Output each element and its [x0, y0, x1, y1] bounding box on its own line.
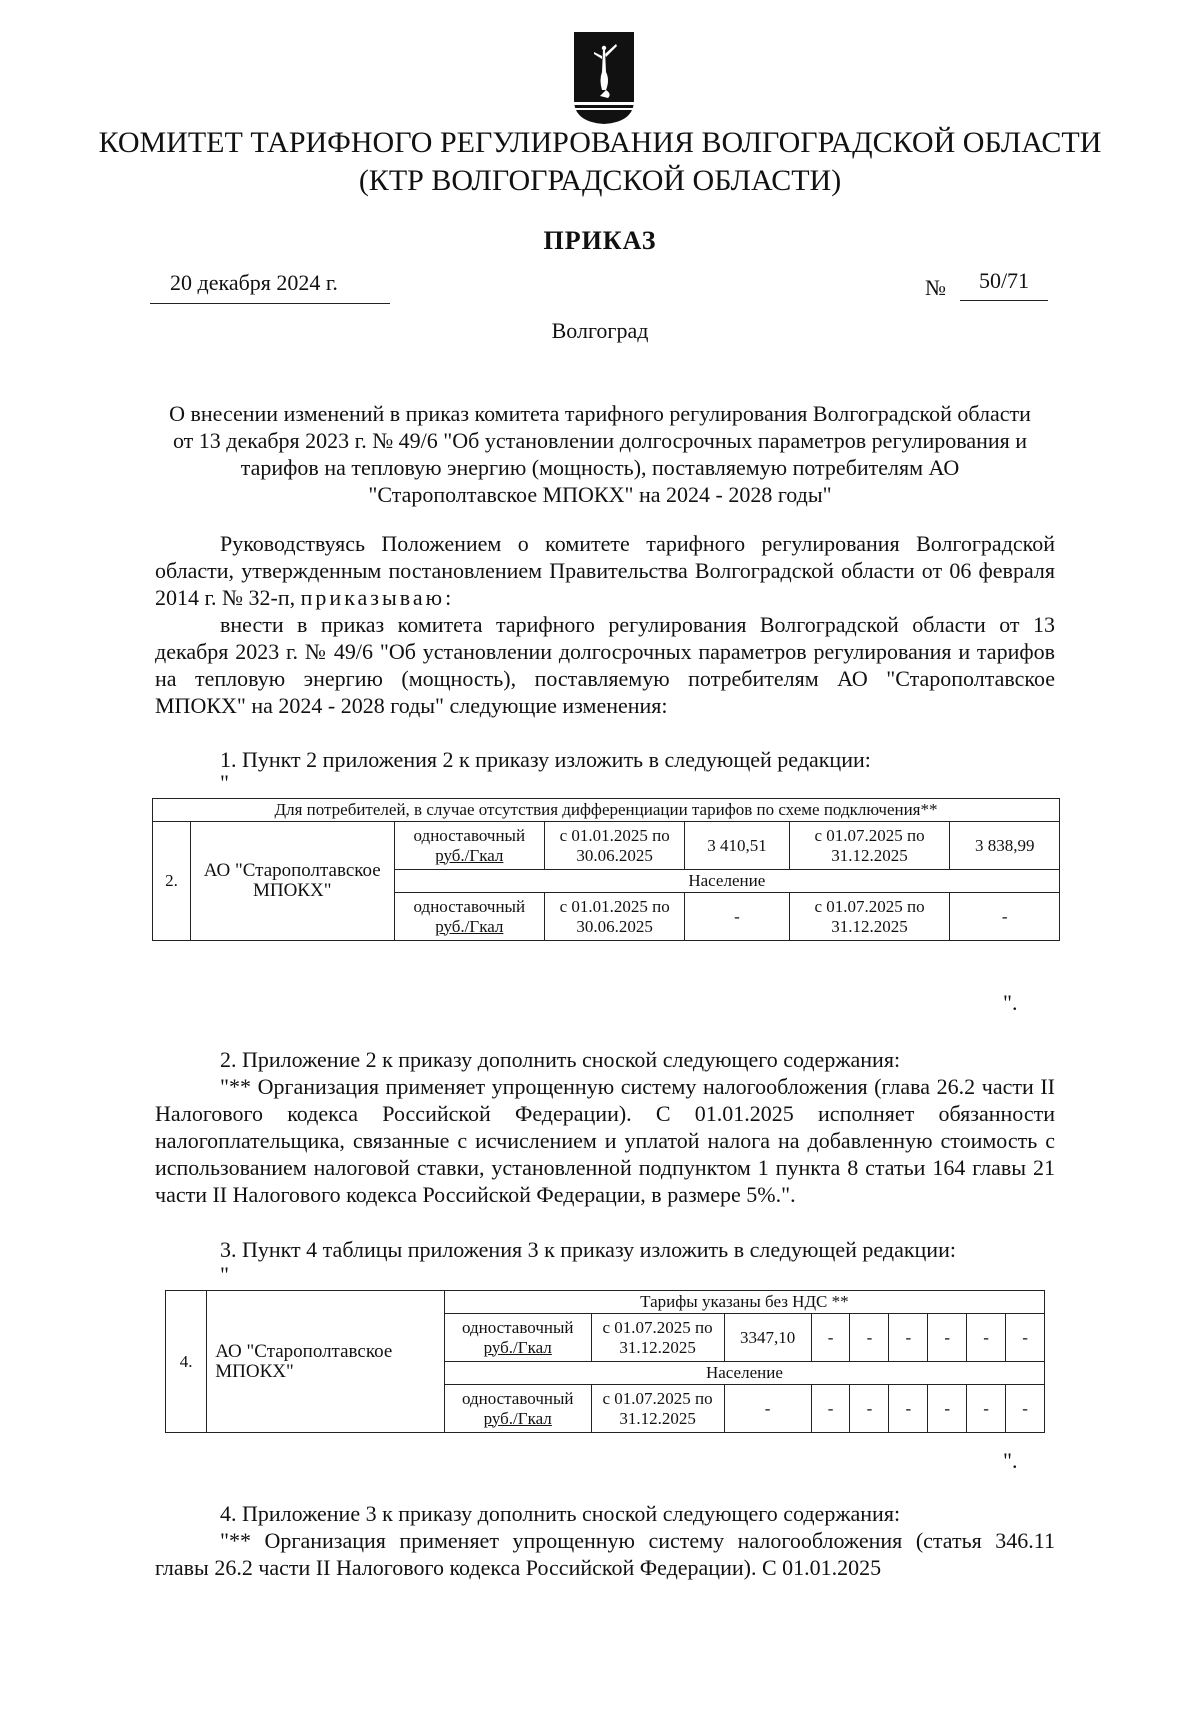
table2-row-number: 4.: [166, 1291, 207, 1433]
table1-period-2: с 01.07.2025 по 31.12.2025: [789, 822, 950, 870]
table1-pop-rate-type: одноставочный: [413, 896, 526, 916]
table2-pop-value: -: [724, 1385, 811, 1433]
item-4: 4. Приложение 3 к приказу дополнить сноской следующего содержания:: [220, 1501, 901, 1526]
table2-dash: -: [928, 1314, 967, 1362]
table1-organization: АО "Старополтавское МПОКХ": [190, 822, 394, 941]
table2-pop-rate-type: одноставочный: [461, 1388, 574, 1408]
close-quote-2: ".: [1003, 1448, 1018, 1473]
table2-header: Тарифы указаны без НДС **: [444, 1291, 1044, 1314]
close-quote-1: ".: [1003, 990, 1018, 1015]
table1-population: Население: [394, 870, 1059, 893]
table2-pop-period: с 01.07.2025 по 31.12.2025: [591, 1385, 724, 1433]
order-subject: О внесении изменений в приказ комитета тарифного регулирования Волгоградской области от 13 декабря 2023 г. № 49/6 "Об установлении долгосрочных параметров регулирования и тарифов на тепловую энергию (мощность), поставляемую потребителям АО "Старополтавское МПОКХ" на 2024 - 2028 годы": [169, 401, 1031, 507]
order-number: 50/71: [960, 268, 1048, 301]
table1-rate-type: одноставочный: [413, 825, 526, 845]
table2-organization: АО "Старополтавское МПОКХ": [207, 1291, 445, 1433]
document-type: ПРИКАЗ: [543, 226, 657, 255]
table2-dash: -: [1006, 1314, 1045, 1362]
table1-pop-period-2: с 01.07.2025 по 31.12.2025: [789, 893, 950, 941]
open-quote-2: ": [220, 1262, 229, 1287]
order-date: 20 декабря 2024 г.: [150, 270, 390, 304]
table1-row-number: 2.: [153, 822, 191, 941]
city: Волгоград: [551, 318, 649, 343]
table2-rate-cell: [444, 1314, 591, 1362]
table1-period-1: с 01.01.2025 по 30.06.2025: [545, 822, 685, 870]
intro-text: Руководствуясь Положением о комитете тарифного регулирования Волгоградской области, утвержденным постановлением Правительства Волгоградской области от 06 февраля 2014 г. № 32-п,: [155, 531, 1055, 610]
table2-dash: -: [850, 1314, 889, 1362]
table2-dash: -: [967, 1314, 1006, 1362]
table2-pop-dash: -: [850, 1385, 889, 1433]
table1-pop-rate-cell: [394, 893, 544, 941]
intro-paragraph: [155, 530, 1055, 611]
table1-pop-period-1: с 01.01.2025 по 30.06.2025: [545, 893, 685, 941]
table2-dash: -: [889, 1314, 928, 1362]
table1-pop-unit: руб./Гкал: [435, 916, 504, 936]
table1-unit: руб./Гкал: [435, 845, 504, 865]
tariff-table-2: [165, 1290, 1045, 1433]
item-2: 2. Приложение 2 к приказу дополнить сноской следующего содержания:: [220, 1047, 901, 1072]
footnote-1: "** Организация применяет упрощенную систему налогообложения (глава 26.2 части II Налогового кодекса Российской Федерации). С 01.01.2025 исполняет обязанности налогоплательщика, связанные с исчислением и уплатой налога на добавленную стоимость с использованием налоговой ставки, установленной подпунктом 1 пункта 8 статьи 164 главы 21 части II Налогового кодекса Российской Федерации, в размере 5%.".: [155, 1074, 1055, 1207]
table2-pop-dash: -: [811, 1385, 850, 1433]
table2-pop-unit: руб./Гкал: [483, 1408, 552, 1428]
committee-name: КОМИТЕТ ТАРИФНОГО РЕГУЛИРОВАНИЯ ВОЛГОГРАДСКОЙ ОБЛАСТИ: [98, 126, 1102, 159]
table2-pop-rate-cell: [444, 1385, 591, 1433]
item-1: 1. Пункт 2 приложения 2 к приказу изложить в следующей редакции:: [220, 747, 871, 772]
number-label: №: [925, 275, 946, 300]
table1-header: Для потребителей, в случае отсутствия дифференциации тарифов по схеме подключения**: [153, 799, 1060, 822]
open-quote-1: ": [220, 770, 229, 795]
item-3: 3. Пункт 4 таблицы приложения 3 к приказу изложить в следующей редакции:: [220, 1237, 956, 1262]
table2-pop-dash: -: [1006, 1385, 1045, 1433]
amend-paragraph: внести в приказ комитета тарифного регулирования Волгоградской области от 13 декабря 2023 г. № 49/6 "Об установлении долгосрочных параметров регулирования и тарифов на тепловую энергию (мощность), поставляемую потребителям АО "Старополтавское МПОКХ" на 2024 - 2028 годы" следующие изменения:: [155, 612, 1055, 718]
table1-pop-value-1: -: [685, 893, 789, 941]
table1-value-1: 3 410,51: [685, 822, 789, 870]
table2-period: с 01.07.2025 по 31.12.2025: [591, 1314, 724, 1362]
table2-unit: руб./Гкал: [483, 1337, 552, 1357]
table1-rate-cell: [394, 822, 544, 870]
tariff-table-1: [152, 798, 1060, 941]
table2-population: Население: [444, 1362, 1044, 1385]
table2-pop-dash: -: [889, 1385, 928, 1433]
footnote-2: "** Организация применяет упрощенную систему налогообложения (статья 346.11 главы 26.2 части II Налогового кодекса Российской Федерации). С 01.01.2025: [155, 1528, 1055, 1580]
table2-rate-type: одноставочный: [461, 1317, 574, 1337]
table1-pop-value-2: -: [950, 893, 1060, 941]
table2-dash: -: [811, 1314, 850, 1362]
table1-value-2: 3 838,99: [950, 822, 1060, 870]
coat-of-arms-emblem: [572, 30, 636, 126]
committee-short-name: (КТР ВОЛГОГРАДСКОЙ ОБЛАСТИ): [358, 164, 842, 197]
table2-pop-dash: -: [967, 1385, 1006, 1433]
table2-value: 3347,10: [724, 1314, 811, 1362]
table2-pop-dash: -: [928, 1385, 967, 1433]
orders-word: приказываю:: [300, 585, 455, 610]
